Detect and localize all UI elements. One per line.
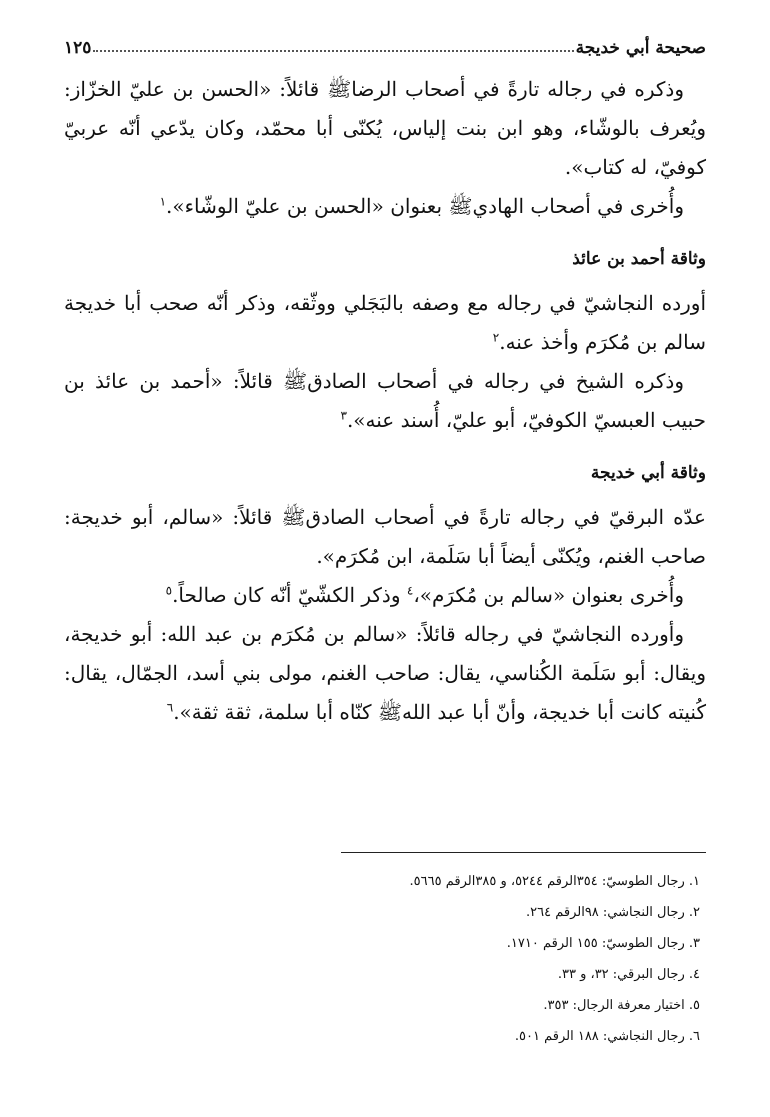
paragraph (64, 362, 706, 440)
paragraph (64, 284, 706, 362)
footnote-ref: ١ (159, 194, 167, 209)
footnote-ref: ٢ (492, 330, 500, 345)
section-heading: وثاقة أحمد بن عائذ (572, 249, 706, 269)
paragraph-text: وذكره في رجاله تارةً في أصحاب الرضاﷺ قائلاً: «الحسن بن عليّ الخزّاز: ويُعرف بالوشّاء، وهو ابن بنت إلياس، يُكنّى أبا محمّد، وكان يدّعي أنّه عربيّ كوفيّ، له كتاب». (64, 77, 706, 179)
paragraph (64, 615, 706, 732)
paragraph-text: عدّه البرقيّ في رجاله تارةً في أصحاب الصادقﷺ قائلاً: «سالم، أبو خديجة: صاحب الغنم، ويُكنّى أيضاً أبا سَلَمة، ابن مُكرَم». (64, 505, 706, 568)
paragraph (64, 187, 706, 226)
page-number: ١٢٥ (64, 38, 92, 58)
running-header (64, 28, 706, 58)
paragraph (64, 498, 706, 576)
section-heading: وثاقة أبي خديجة (590, 463, 706, 483)
paragraph-text: وذكره الشيخ في رجاله في أصحاب الصادقﷺ قائلاً: «أحمد بن عائذ بن حبيب العبسيّ الكوفيّ، أبو عليّ، أُسند عنه». (64, 369, 706, 432)
paragraph-text: وأُخرى في أصحاب الهاديﷺ بعنوان «الحسن بن عليّ الوشّاء». (166, 194, 684, 218)
footnote: ٢. رجال النجاشي: ٩٨الرقم ٢٦٤. (525, 905, 700, 920)
footnote: ١. رجال الطوسيّ: ٣٥٤الرقم ٥٢٤٤، و ٣٨٥الرقم ٥٦٦٥. (409, 874, 700, 889)
paragraph (64, 576, 706, 615)
leader-dots (93, 50, 573, 52)
footnote-ref: ٦ (166, 700, 174, 715)
footnotes (64, 866, 700, 1052)
footnote: ٣. رجال الطوسيّ: ١٥٥ الرقم ١٧١٠. (506, 936, 700, 951)
footnote-ref: ٣ (340, 408, 347, 423)
paragraph (64, 70, 706, 187)
footnote: ٤. رجال البرقي: ٣٢، و ٣٣. (557, 967, 700, 982)
footnote: ٦. رجال النجاشي: ١٨٨ الرقم ٥٠١. (514, 1029, 700, 1044)
running-title: صحيحة أبي خديجة (575, 38, 706, 58)
footnote-separator (341, 852, 706, 853)
paragraph-text: وذكر الكشّيّ أنّه كان صالحاً. (172, 583, 407, 607)
main-text (64, 70, 706, 732)
paragraph-text: أورده النجاشيّ في رجاله مع وصفه بالبَجَلي ووثّقه، وذكر أنّه صحب أبا خديجة سالم بن مُكرَم وأخذ عنه. (64, 291, 706, 354)
footnote-ref: ٤ (406, 583, 414, 598)
footnote: ٥. اختيار معرفة الرجال: ٣٥٣. (543, 998, 700, 1013)
footnote-ref: ٥ (165, 583, 173, 598)
paragraph-text: وأورده النجاشيّ في رجاله قائلاً: «سالم بن مُكرَم بن عبد الله: أبو خديجة، ويقال: أبو سَلَمة الكُناسي، يقال: صاحب الغنم، مولى بني أسد، الجمّال، يقال: كُنيته كانت أبا خديجة، وأنّ أبا عبد اللهﷺ كنّاه أبا سلمة، ثقة ثقة». (64, 622, 706, 724)
paragraph-text: وأُخرى بعنوان «سالم بن مُكرَم»، (413, 583, 684, 607)
